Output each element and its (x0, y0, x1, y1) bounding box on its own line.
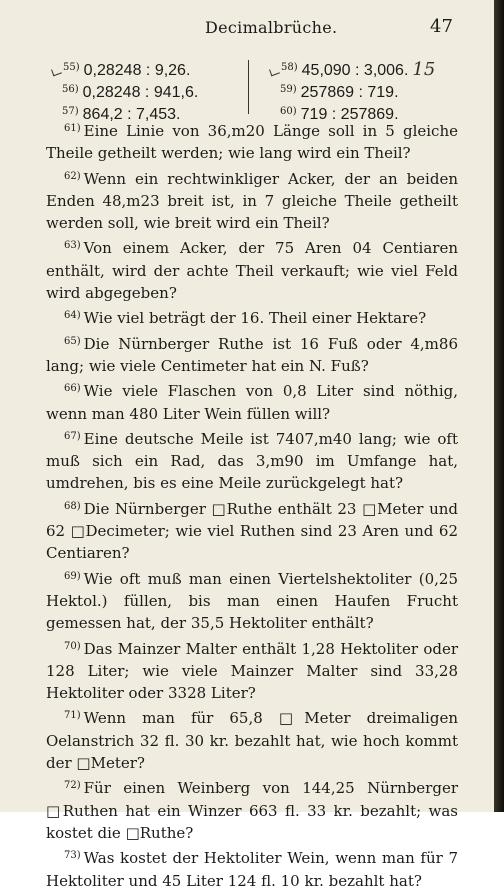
page-header (0, 16, 494, 44)
problem-68 (46, 496, 458, 565)
word-problems (46, 118, 458, 892)
problem-text: Wie viele Flaschen von 0,8 Liter sind nöthig, wenn man 480 Liter Wein füllen will? (46, 382, 458, 423)
exercise-row (270, 80, 480, 102)
problem-67 (46, 426, 458, 495)
problem-63 (46, 235, 458, 304)
problem-text: Eine deutsche Meile ist 7407,m40 lang; wie oft muß sich ein Rad, das 3,m90 im Umfange hat, umdrehen, bis es eine Meile zurückgelegt hat? (46, 429, 458, 493)
exercise-number: 57) (62, 106, 79, 117)
problem-72 (46, 775, 458, 844)
column-divider (248, 60, 249, 114)
handwritten-answer: 15 (412, 59, 436, 80)
problem-number: 66) (64, 383, 81, 395)
problem-number: 64) (64, 310, 81, 322)
problem-number: 69) (64, 570, 81, 582)
page-edge-shadow (494, 0, 504, 812)
problem-64 (46, 305, 458, 329)
exercise-text: 45,090 : 3,006. (301, 62, 409, 79)
pencil-tick-mark (269, 67, 280, 77)
exercise-row (270, 58, 480, 80)
problem-number: 72) (64, 780, 81, 792)
problem-61 (46, 118, 458, 165)
problem-number: 70) (64, 640, 81, 652)
exercise-text: 864,2 : 7,453. (82, 106, 181, 123)
problem-text: Wie oft muß man einen Viertelshektoliter (0,25 Hektol.) füllen, bis man einen Haufen Frucht gemessen hat, der 35,5 Hektoliter enthält? (46, 569, 458, 633)
exercise-number: 58) (281, 62, 298, 73)
problem-text: Eine Linie von 36,m20 Länge soll in 5 gleiche Theile getheilt werden; wie lang wird ein Theil? (46, 122, 458, 163)
exercise-number: 59) (280, 84, 297, 95)
running-title: Decimalbrüche. (205, 18, 338, 37)
pencil-tick-mark (51, 67, 62, 77)
problem-73 (46, 845, 458, 892)
exercise-text: 0,28248 : 941,6. (82, 84, 199, 101)
exercise-number: 60) (280, 106, 297, 117)
exercise-text: 0,28248 : 9,26. (83, 62, 191, 79)
problem-65 (46, 331, 458, 378)
problem-number: 68) (64, 500, 81, 512)
problem-62 (46, 166, 458, 235)
problem-number: 63) (64, 240, 81, 252)
exercise-number: 55) (63, 62, 80, 73)
problem-number: 73) (64, 850, 81, 862)
problem-71 (46, 705, 458, 774)
exercise-number: 56) (62, 84, 79, 95)
page-number: 47 (430, 16, 453, 37)
problem-number: 65) (64, 335, 81, 347)
problem-number: 61) (64, 123, 81, 134)
problem-66 (46, 378, 458, 425)
exercise-column-left (52, 58, 242, 124)
problem-text: Wie viel beträgt der 16. Theil einer Hektare? (83, 309, 427, 328)
problem-number: 62) (64, 170, 81, 182)
problem-70 (46, 636, 458, 705)
problem-text: Die Nürnberger Ruthe ist 16 Fuß oder 4,m86 lang; wie viele Centimeter hat ein N. Fuß? (46, 334, 458, 375)
problem-text: Für einen Weinberg von 144,25 Nürnberger □Ruthen hat ein Winzer 663 fl. 33 kr. bezahlt; was kostet die □Ruthe? (46, 779, 458, 842)
exercise-text: 719 : 257869. (300, 106, 399, 123)
problem-69 (46, 566, 458, 635)
problem-text: Wenn man für 65,8 □Meter dreimaligen Oelanstrich 32 fl. 30 kr. bezahlt hat, wie hoch kommt der □Meter? (46, 709, 458, 773)
exercise-column-right (270, 58, 480, 124)
problem-text: Wenn ein rechtwinkliger Acker, der an beiden Enden 48,m23 breit ist, in 7 gleiche Theile getheilt werden soll, wie breit wird ein Theil? (46, 169, 458, 233)
problem-number: 67) (64, 430, 81, 442)
problem-text: Von einem Acker, der 75 Aren 04 Centiaren enthält, wird der achte Theil verkauft; wie viel Feld wird abgegeben? (46, 239, 458, 303)
problem-text: Das Mainzer Malter enthält 1,28 Hektoliter oder 128 Liter; wie viele Mainzer Malter sind 33,28 Hektoliter oder 3328 Liter? (46, 639, 458, 703)
problem-text: Die Nürnberger □Ruthe enthält 23 □Meter und 62 □Decimeter; wie viel Ruthen sind 23 Aren und 62 Centiaren? (46, 499, 458, 563)
exercise-row (52, 80, 242, 102)
exercise-row (52, 58, 242, 80)
exercise-block (52, 58, 472, 123)
problem-text: Was kostet der Hektoliter Wein, wenn man für 7 Hektoliter und 45 Liter 124 fl. 10 kr. bezahlt hat? (46, 849, 458, 890)
exercise-text: 257869 : 719. (300, 84, 399, 101)
problem-number: 71) (64, 710, 81, 722)
